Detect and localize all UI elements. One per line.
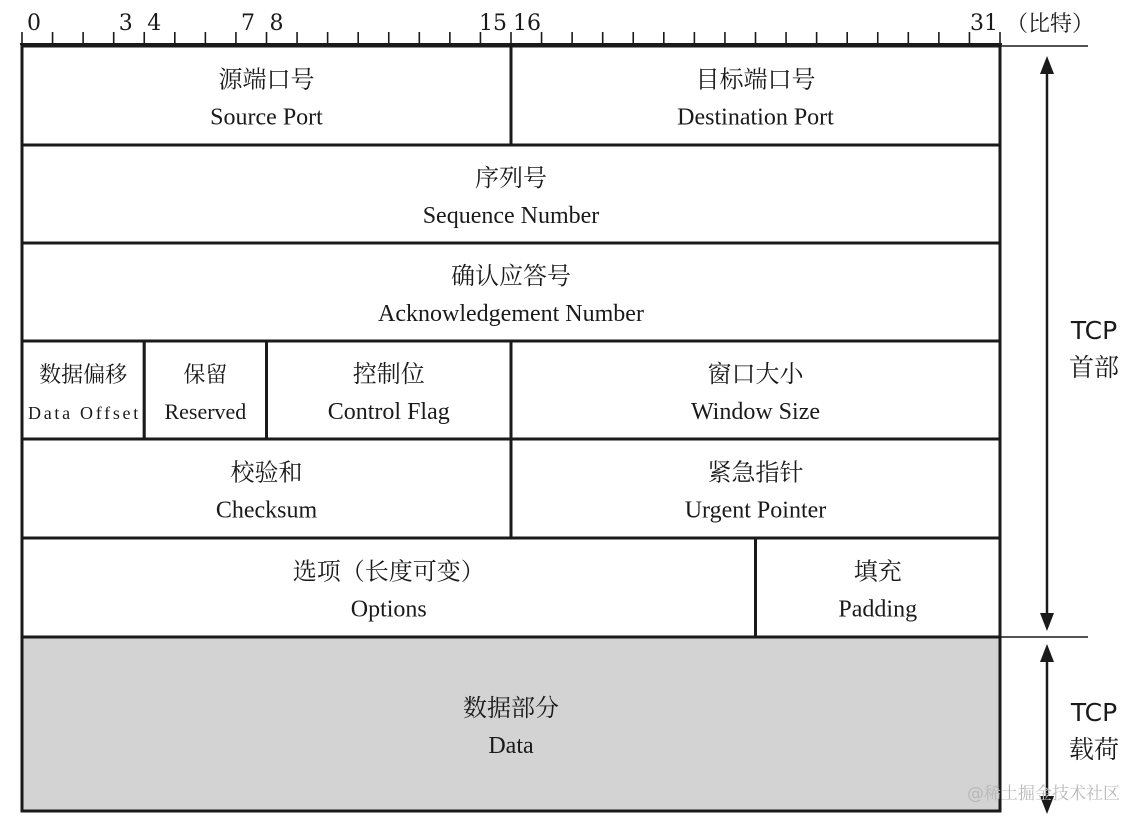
field-label-en: Options (350, 596, 427, 623)
field-sequence-number (22, 145, 1000, 243)
field-label-en: Window Size (690, 399, 821, 425)
bit-label-4: 4 (147, 11, 162, 36)
field-label-en: Source Port (210, 104, 323, 131)
field-label-en: Sequence Number (422, 203, 600, 229)
bit-label-7: 7 (240, 11, 255, 36)
bit-scale (20, 11, 1094, 44)
field-destination-port (511, 46, 1000, 145)
field-label-zh: 确认应答号 (451, 262, 571, 290)
bit-label-15: 15 (479, 11, 507, 36)
field-label-en: Data (488, 733, 534, 759)
field-label-zh: 源端口号 (218, 65, 315, 94)
field-label-en: Checksum (215, 497, 318, 524)
header-row-4 (22, 341, 1000, 439)
field-urgent-pointer (511, 439, 1000, 538)
header-row-1 (22, 46, 1000, 145)
field-padding (756, 538, 1001, 637)
field-label-zh: 数据偏移 (39, 363, 128, 388)
field-label-zh: 控制位 (352, 360, 425, 388)
bit-label-0: 0 (27, 11, 41, 36)
header-row-3 (22, 243, 1000, 341)
field-label-en: Data Offset (28, 403, 139, 423)
side-annotations (1000, 46, 1119, 814)
data-row (22, 637, 1000, 811)
tcp-header-label-line-2: 首部 (1068, 353, 1120, 382)
field-label-zh: 选项（长度可变） (292, 557, 485, 586)
field-box (144, 341, 266, 439)
bit-label-31: 31 (970, 11, 998, 36)
field-label-zh: 填充 (853, 557, 902, 586)
field-label-en: Acknowledgement Number (378, 301, 644, 327)
field-window-size (511, 341, 1000, 439)
field-options (22, 538, 756, 637)
field-label-zh: 窗口大小 (707, 360, 804, 388)
bit-label-8: 8 (269, 11, 284, 36)
field-label-zh: 序列号 (475, 164, 547, 192)
field-label-zh: 校验和 (230, 458, 303, 487)
bit-label-3: 3 (118, 11, 133, 36)
field-acknowledgement-number (22, 243, 1000, 341)
field-source-port (22, 46, 511, 145)
field-label-en: Destination Port (677, 104, 834, 131)
field-reserved (144, 341, 266, 439)
tcp-header-label-line-1: TCP (1070, 316, 1118, 345)
header-span-arrow (1040, 56, 1054, 631)
field-label-zh: 目标端口号 (695, 65, 816, 94)
field-label-en: Control Flag (327, 399, 450, 425)
field-data (22, 637, 1000, 811)
field-label-en: Padding (838, 596, 918, 623)
field-label-zh: 数据部分 (463, 694, 559, 722)
watermark: @稀土掘金技术社区 (967, 784, 1120, 804)
field-label-zh: 保留 (183, 363, 228, 388)
tcp-payload-label-line-2: 载荷 (1068, 735, 1120, 764)
field-label-zh: 紧急指针 (707, 458, 804, 487)
field-box (22, 637, 1000, 811)
bit-unit-label: （比特） (1006, 12, 1095, 37)
bit-label-16: 16 (513, 11, 541, 36)
field-data-offset (22, 341, 144, 439)
header-table (22, 46, 1000, 811)
field-label-en: Urgent Pointer (684, 497, 827, 524)
field-checksum (22, 439, 511, 538)
tcp-payload-label-line-1: TCP (1070, 698, 1118, 727)
header-row-6 (22, 538, 1000, 637)
header-row-5 (22, 439, 1000, 538)
field-control-flag (267, 341, 512, 439)
header-row-2 (22, 145, 1000, 243)
field-label-en: Reserved (164, 399, 247, 424)
field-box (22, 341, 144, 439)
